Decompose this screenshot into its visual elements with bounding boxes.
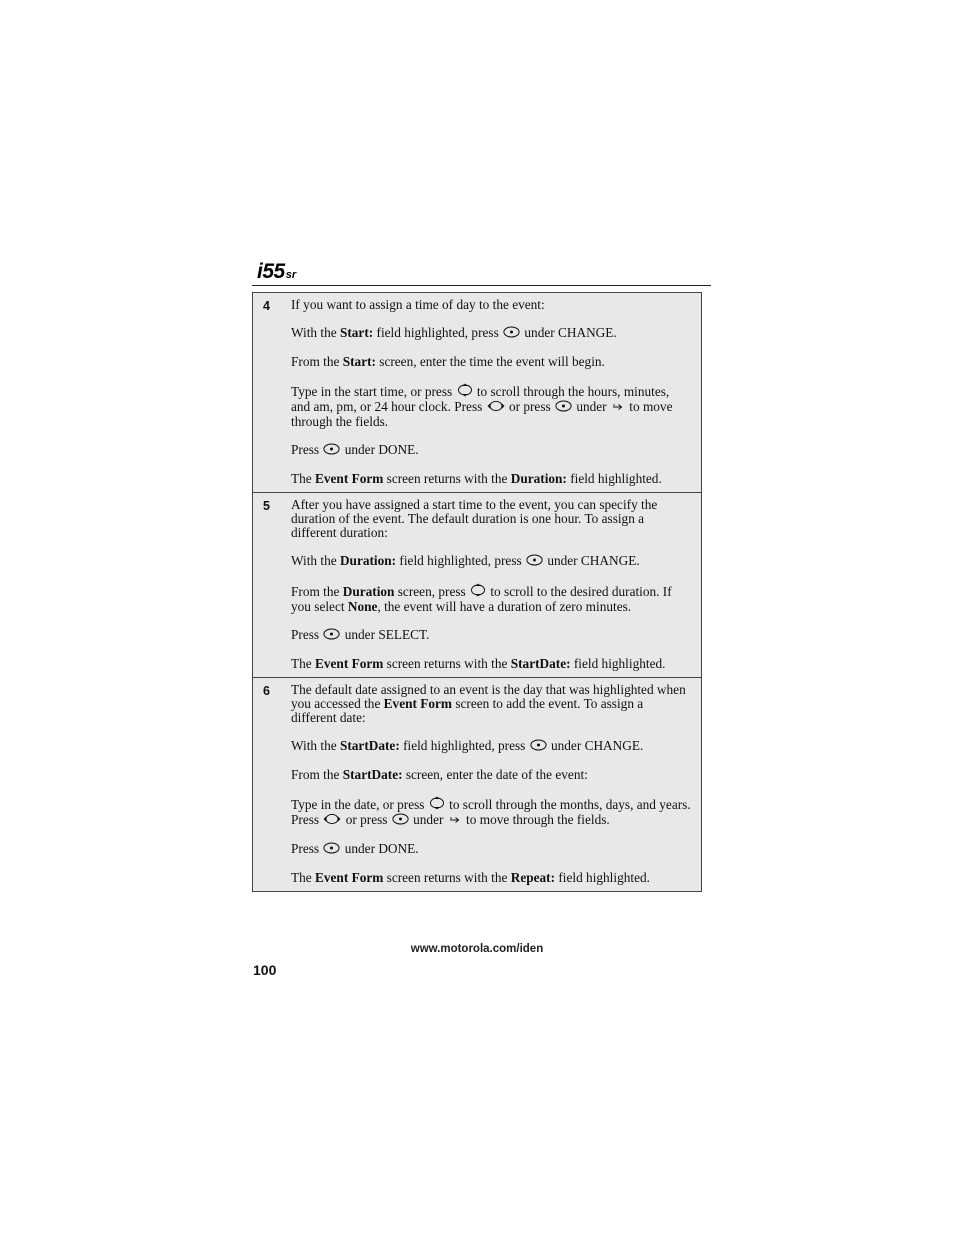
step-5	[252, 493, 702, 678]
text-run: to move through the fields.	[462, 812, 610, 827]
instruction-paragraph	[291, 326, 691, 341]
page-number: 100	[253, 962, 277, 978]
text-run: screen returns with the	[383, 471, 511, 486]
text-run: After you have assigned a start time to the event, you can specify the duration of the event. The default duration is one hour. To assign a different duration:	[291, 497, 658, 540]
text-run: screen to add the event. To assign a different date:	[291, 696, 644, 725]
text-run: From the	[291, 767, 343, 782]
footer-url: www.motorola.com/iden	[410, 943, 544, 955]
text-run: field highlighted, press	[396, 553, 525, 568]
instruction-paragraph	[291, 657, 691, 671]
softkey-button-icon	[503, 326, 520, 341]
step-4	[252, 292, 702, 493]
navigation-left-right-icon	[323, 813, 341, 828]
text-run: screen returns with the	[383, 656, 511, 671]
instruction-paragraph	[291, 628, 691, 643]
instruction-paragraph	[291, 355, 691, 369]
text-run: or press	[342, 812, 391, 827]
bold-term: Duration:	[510, 471, 567, 486]
text-run: under	[409, 812, 447, 827]
instruction-paragraph	[291, 554, 691, 569]
text-run: under DONE.	[341, 841, 419, 856]
text-run: Type in the date, or press	[291, 797, 428, 812]
text-run: screen, press	[394, 584, 470, 599]
bold-term: StartDate:	[339, 738, 400, 753]
i55sr-logo	[257, 260, 296, 284]
step-number: 5	[263, 499, 270, 513]
instruction-paragraph	[291, 498, 691, 540]
instruction-paragraph	[291, 472, 691, 486]
instruction-paragraph	[291, 871, 691, 885]
text-run: If you want to assign a time of day to the event:	[291, 297, 545, 312]
text-run: under SELECT.	[341, 627, 430, 642]
bold-term: Event Form	[383, 696, 452, 711]
instruction-paragraph	[291, 842, 691, 857]
text-run: With the	[291, 325, 340, 340]
step-6	[252, 678, 702, 892]
right-arrow-icon	[611, 401, 625, 415]
text-run: field highlighted, press	[399, 738, 529, 753]
text-run: The	[291, 656, 315, 671]
text-run: Press	[291, 442, 323, 457]
steps-table	[252, 292, 702, 892]
text-run: under CHANGE.	[547, 738, 644, 753]
step-number: 6	[263, 684, 270, 698]
softkey-button-icon	[323, 842, 340, 857]
text-run: The	[291, 471, 315, 486]
instruction-paragraph	[291, 768, 691, 782]
bold-term: Event Form	[315, 656, 384, 671]
text-run: Type in the start time, or press	[291, 384, 456, 399]
text-run: field highlighted.	[570, 656, 666, 671]
instruction-paragraph	[291, 683, 691, 725]
bold-term: Start:	[342, 354, 376, 369]
instruction-paragraph	[291, 443, 691, 458]
bold-term: Start:	[339, 325, 374, 340]
bold-term: Duration:	[339, 553, 397, 568]
text-run: The default date assigned to an event is the day that was highlighted when you accessed the	[291, 682, 686, 711]
bold-term: Repeat:	[510, 870, 556, 885]
text-run: under DONE.	[341, 442, 419, 457]
softkey-button-icon	[555, 400, 572, 415]
softkey-button-icon	[323, 443, 340, 458]
text-run: From the	[291, 354, 343, 369]
bold-term: Event Form	[315, 471, 384, 486]
logo-main: i55	[257, 260, 285, 283]
navigation-up-down-icon	[470, 583, 486, 600]
softkey-button-icon	[526, 554, 543, 569]
text-run: screen, enter the time the event will begin.	[375, 354, 605, 369]
instruction-paragraph	[291, 383, 691, 429]
text-run: to scroll to the desired duration. If you select	[291, 584, 672, 614]
text-run: screen returns with the	[383, 870, 511, 885]
instruction-paragraph	[291, 739, 691, 754]
navigation-up-down-icon	[457, 383, 473, 400]
text-run: With the	[291, 738, 340, 753]
text-run: or press	[505, 399, 555, 414]
bold-term: Event Form	[315, 870, 384, 885]
header-rule	[252, 285, 711, 286]
instruction-paragraph	[291, 298, 691, 312]
softkey-button-icon	[530, 739, 547, 754]
softkey-button-icon	[392, 813, 409, 828]
text-run: under	[573, 399, 610, 414]
bold-term: Duration	[342, 584, 395, 599]
text-run: From the	[291, 584, 343, 599]
text-run: to move through the fields.	[291, 399, 673, 429]
instruction-paragraph	[291, 583, 691, 614]
text-run: field highlighted.	[566, 471, 662, 486]
right-arrow-icon	[448, 814, 462, 828]
text-run: to scroll through the hours, minutes, and am, pm, or 24 hour clock. Press	[291, 384, 670, 414]
text-run: to scroll through the months, days, and years. Press	[291, 797, 691, 827]
text-run: Press	[291, 841, 323, 856]
logo-suffix: sr	[285, 269, 297, 281]
text-run: field highlighted, press	[373, 325, 503, 340]
text-run: , the event will have a duration of zero minutes.	[377, 599, 632, 614]
text-run: field highlighted.	[555, 870, 650, 885]
text-run: With the	[291, 553, 340, 568]
text-run: under CHANGE.	[521, 325, 617, 340]
text-run: under CHANGE.	[544, 553, 640, 568]
bold-term: StartDate:	[342, 767, 403, 782]
bold-term: StartDate:	[510, 656, 571, 671]
step-number: 4	[263, 299, 270, 313]
text-run: screen, enter the date of the event:	[402, 767, 588, 782]
text-run: Press	[291, 627, 323, 642]
bold-term: None	[347, 599, 378, 614]
navigation-left-right-icon	[487, 400, 505, 415]
softkey-button-icon	[323, 628, 340, 643]
navigation-up-down-icon	[429, 796, 445, 813]
instruction-paragraph	[291, 796, 691, 828]
text-run: The	[291, 870, 315, 885]
